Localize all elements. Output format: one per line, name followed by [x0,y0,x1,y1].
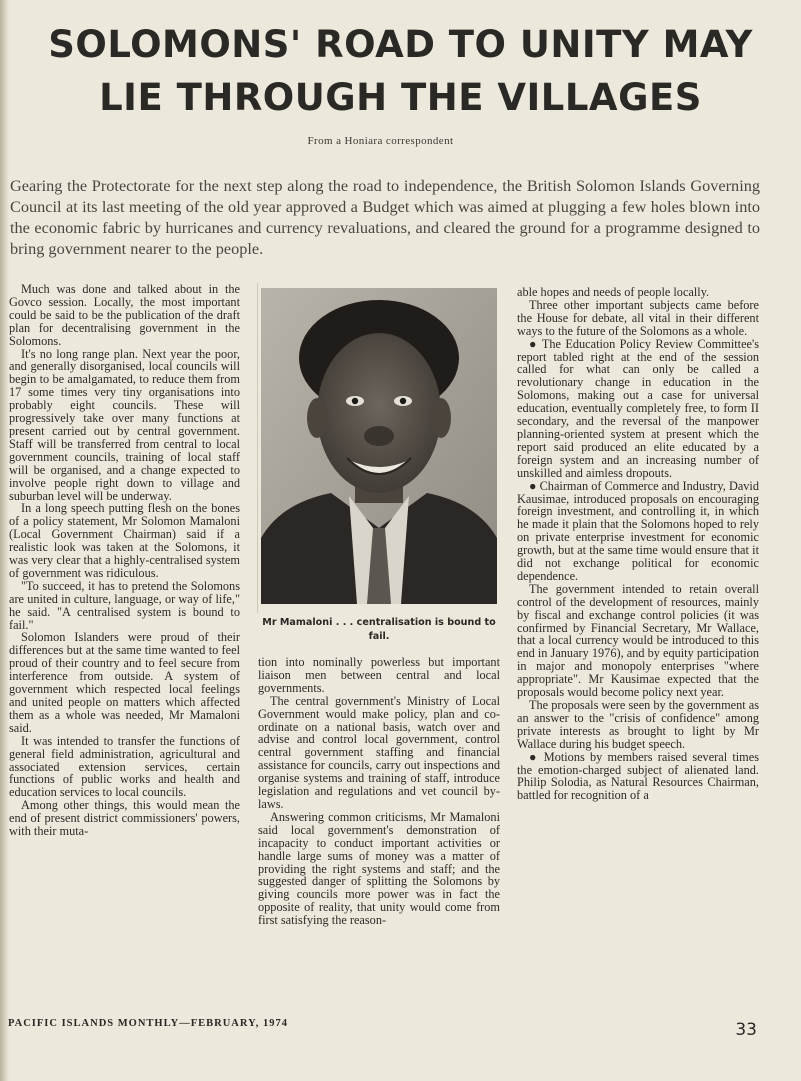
page-binding-edge [0,0,9,1081]
byline: From a Honiara correspondent [307,135,454,147]
headline-line-1: SOLOMONS' ROAD TO UNITY MAY [48,23,753,66]
paragraph: Among other things, this would mean the end of present district commissioners' powers, with their muta- [9,798,240,839]
paragraph: It's no long range plan. Next year the poor, and generally disorganised, local councils will begin to be amalgamated, to reduce them from 17 some times very tiny organisations into probably eight councils. These will progressively take over many functions at present carried out by central government. Staff will be transferred from central to local government councils, training of local staff will be organised, and a change expected to involve people right down to village and suburban level will be underway. [9,346,240,503]
paragraph: ● Chairman of Commerce and Industry, David Kausimae, introduced proposals on encouraging foreign investment, and controlling it, in which he made it plain that the Solomons hoped to rely on private enterprise investment for economic growth, but at the same time would ensure that it did not exchange political for economic dependence. [517,478,759,583]
standfirst-paragraph: Gearing the Protectorate for the next step along the road to independence, the British Solomon Islands Governing Council at its last meeting of the old year approved a Budget which was aimed at plugging a few holes blown into the economic fabric by hurricanes and currency revaluations, and cleared the ground for a programme designed to bring government nearer to the people. [10,176,760,258]
photo-caption [258,616,500,644]
paragraph: The central government's Ministry of Local Government would make policy, plan and co-ordinate on a national basis, watch over and advise and control local government, control central government staffing and financial assistance for councils, carry out inspections and organise systems and training of staff, introduce legislation and regulations and vet council by-laws. [258,693,500,811]
portrait-illustration [261,288,497,604]
portrait-photo [261,288,497,604]
paragraph: Answering common criticisms, Mr Mamaloni said local government's demonstration of incapacity to conduct important activities or handle large sums of money was a matter of providing the right systems and staff; and the suggested danger of splitting the Solomons by giving councils more power was in fact the opposite of reality, that unity would come from first satisfying the reason- [258,809,500,928]
paragraph: Much was done and talked about in the Govco session. Locally, the most important could be said to be the publication of the draft plan for decentralising government in the Solomons. [9,282,240,348]
column-rule [257,283,258,613]
footer-publication: PACIFIC ISLANDS MONTHLY—FEBRUARY, 1974 [8,1018,288,1029]
headline-line-2: LIE THROUGH THE VILLAGES [99,76,702,119]
text-column-1 [9,283,240,838]
paragraph: able hopes and needs of people locally. [517,285,710,299]
caption-text: . . . centralisation is bound to fail. [332,617,496,642]
text-column-2 [258,656,500,927]
article-headline [20,18,781,124]
paragraph: ● The Education Policy Review Committee's report tabled right at the end of the session called for what can only be called a revolutionary change in education in the Solomons, making out a case for universal education, eventually completely free, to form II secondary, and the reversal of the manpower planning-oriented system at present which the report said produced an elite educated by a foreign system and an increasing number of unskilled and aimless dropouts. [517,336,759,480]
paragraph: Solomon Islanders were proud of their differences but at the same time wanted to feel proud of their country and to feel secure from interference from outside. A system of government which respected local feelings and united people on matters which affected them as a whole was needed, Mr Mamaloni said. [9,630,240,735]
paragraph: Three other important subjects came before the House for debate, all vital in their different ways to the future of the Solomons as a whole. [517,297,759,338]
paragraph: "To succeed, it has to pretend the Solomons are united in culture, language, or way of life," he said. "A centralised system is bound to fail." [9,578,240,632]
paragraph: The government intended to retain overall control of the development of resources, mainly by fiscal and exchange control policies (it was confirmed by Financial Secretary, Mr Wallace, that a local currency would be introduced to this end in January 1976), and by equity participation in major and monopoly enterprises "where appropriate". Mr Kausimae expected that the proposals would become policy next year. [517,581,759,700]
paragraph: It was intended to transfer the functions of general field administration, agricultural and associated extension services, certain functions of public works and health and education services to local councils. [9,733,240,800]
paragraph: ● Motions by members raised several times the emotion-charged subject of alienated land. Philip Solodia, as Natural Resources Chairman, battled for recognition of a [517,749,759,803]
text-column-3 [517,286,759,802]
caption-name: Mr Mamaloni [262,617,333,628]
paragraph: In a long speech putting flesh on the bones of a policy statement, Mr Solomon Mamaloni (Local Government Chairman) said if a realistic look was taken at the Solomons, it was very clear that a highly-centralised system of government was ridiculous. [9,501,240,580]
paragraph: The proposals were seen by the government as an answer to the "crisis of confidence" among private interests as brought to light by Mr Wallace during his budget speech. [517,698,759,751]
paragraph: tion into nominally powerless but important liaison men between central and local governments. [258,655,500,695]
page-number: 33 [735,1020,757,1040]
